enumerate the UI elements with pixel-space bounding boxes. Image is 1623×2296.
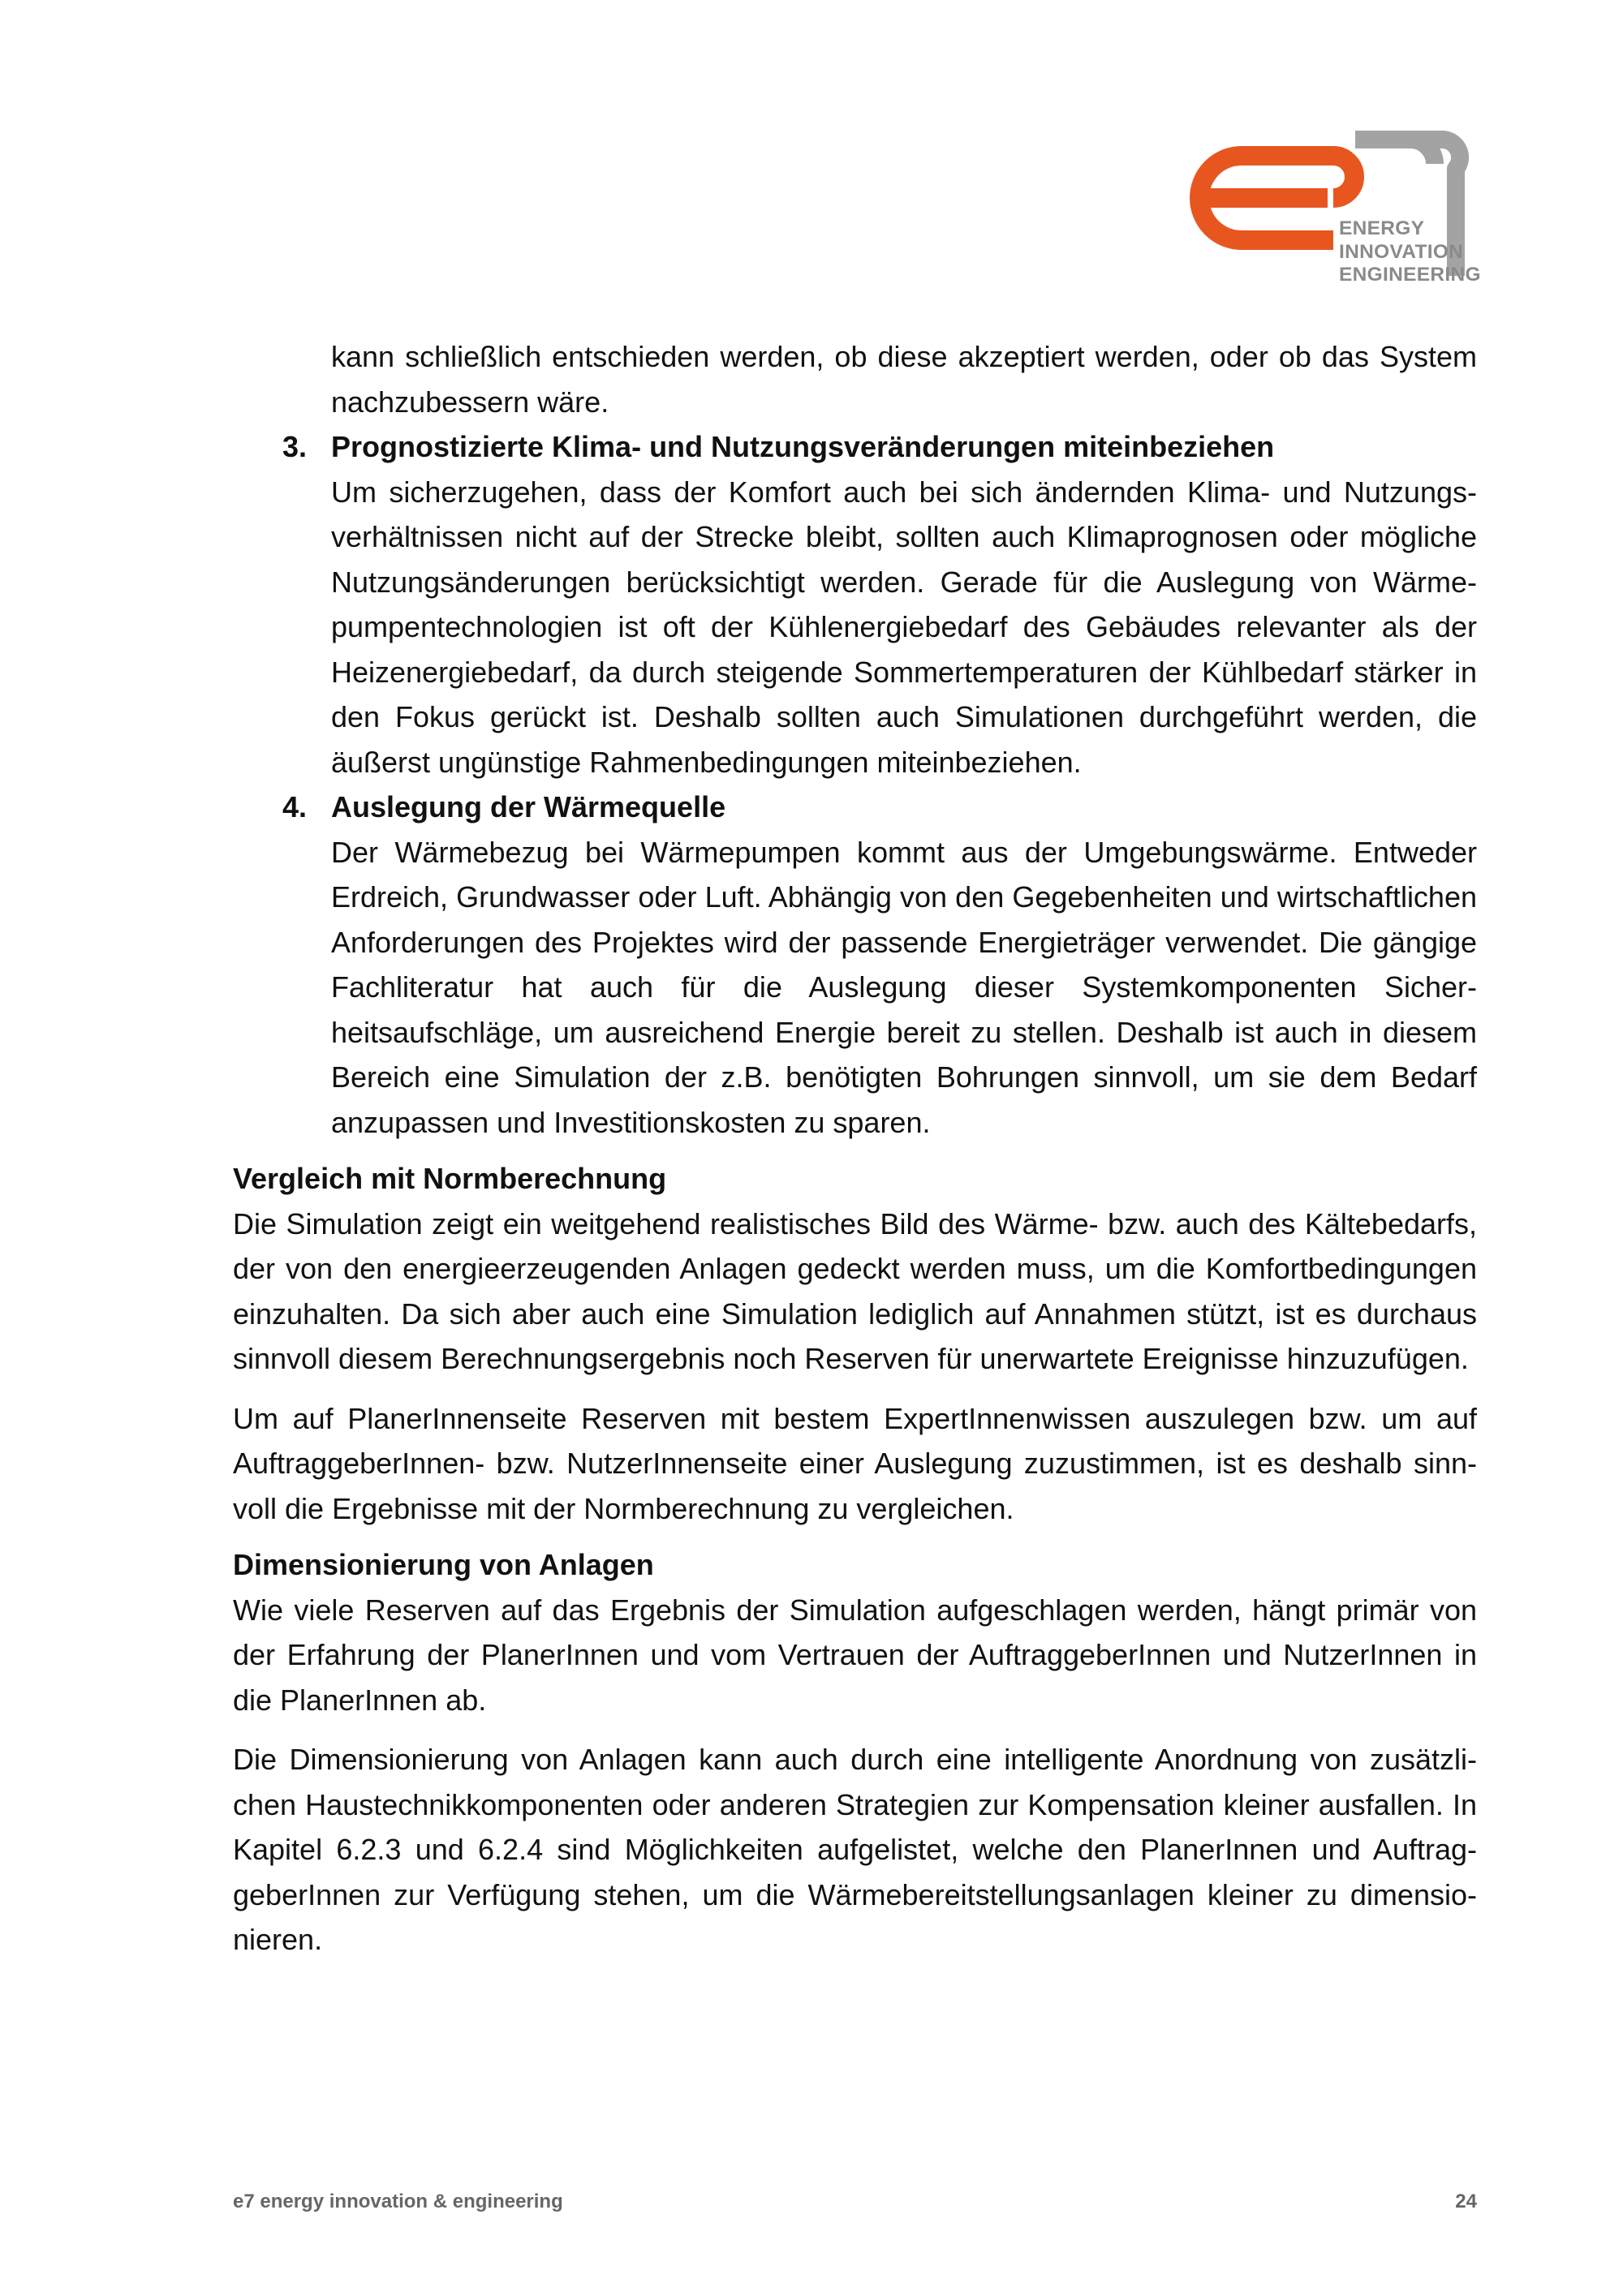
page-number: 24: [1455, 2191, 1477, 2212]
intro-continuation: kann schließlich entschieden werden, ob diese akzeptiert werden, oder ob das System nachzubessern wäre.: [331, 340, 1477, 419]
list-item-number: 3.: [282, 430, 308, 463]
logo-line-engineering: ENGINEERING: [1339, 264, 1481, 286]
section-paragraph: Um auf PlanerInnenseite Reserven mit bestem ExpertInnenwissen auszulegen bzw. um auf AuftraggeberInnen- bzw. NutzerInnenseite einer Auslegung zuzustimmen, ist es deshalb sinnvoll die Ergebnisse mit der Normberechnung zu vergleichen.: [233, 1401, 1477, 1525]
list-item-title-text: Auslegung der Wärmequelle: [331, 790, 726, 823]
list-item-text: Der Wärmebezug bei Wärmepumpen kommt aus der Umgebungswärme. Entweder Erdreich, Grundwasser oder Luft. Abhängig von den Gegebenheiten und wirtschaftlichen Anforderungen des Projektes wird der passende Energieträger verwendet. Die gängige Fachliteratur hat auch für die Auslegung dieser Systemkomponenten Sicherheitsaufschläge, um ausreichend Energie bereit zu stellen. Deshalb ist auch in diesem Bereich eine Simulation der z.B. benötigten Bohrungen sinnvoll, um sie dem Bedarf anzupassen und Investitionskosten zu sparen.: [331, 835, 1477, 1139]
section-paragraph: Die Dimensionierung von Anlagen kann auch durch eine intelligente Anordnung von zusätzlichen Haustechnikkomponenten oder anderen Strategien zur Kompensation kleiner ausfallen. In Kapitel 6.2.3 und 6.2.4 sind Möglichkeiten aufgelistet, welche den PlanerInnen und AuftraggeberInnen zur Verfügung stehen, um die Wärmebereitstellungsanlagen kleiner zu dimensionieren.: [233, 1743, 1477, 1956]
section-paragraph: Die Simulation zeigt ein weitgehend realistisches Bild des Wärme- bzw. auch des Kältebedarfs, der von den energieerzeugenden Anlagen gedeckt werden muss, um die Komfortbedingungen einzuhalten. Da sich aber auch eine Simulation lediglich auf Annahmen stützt, ist es durchaus sinnvoll diesem Berechnungsergebnis noch Reserven für unerwartete Ereignisse hinzuzufügen.: [233, 1206, 1477, 1375]
list-item-title: [282, 424, 1477, 470]
logo-tagline: [1339, 217, 1481, 287]
list-item-title-text: Prognostizierte Klima- und Nutzungsveränderungen miteinbeziehen: [331, 430, 1275, 463]
logo-line-innovation: INNOVATION: [1339, 240, 1464, 263]
section-heading: Dimensionierung von Anlagen: [233, 1548, 654, 1581]
section-heading: Vergleich mit Normberechnung: [233, 1162, 667, 1195]
footer-company: e7 energy innovation & engineering: [233, 2191, 563, 2212]
document-body: [233, 334, 1477, 1963]
logo-line-energy: ENERGY: [1339, 217, 1425, 239]
list-item: [233, 424, 1477, 785]
section-paragraph: Wie viele Reserven auf das Ergebnis der Simulation aufgeschlagen werden, hängt primär von der Erfahrung der PlanerInnen und vom Vertrauen der AuftraggeberInnen und NutzerInnen in die PlanerInnen ab.: [233, 1593, 1477, 1717]
list-item-title: [282, 785, 1477, 830]
list-item-number: 4.: [282, 790, 308, 823]
list-item: [233, 785, 1477, 1145]
list-item-text: Um sicherzugehen, dass der Komfort auch bei sich ändernden Klima- und Nutzungsverhältnissen nicht auf der Strecke bleibt, sollten auch Klimaprognosen oder mögliche Nutzungsänderungen berücksichtigt werden. Gerade für die Auslegung von Wärmepumpentechnologien ist oft der Kühlenergiebedarf des Gebäudes relevanter als der Heizenergiebedarf, da durch steigende Sommertemperaturen der Kühlbedarf stärker in den Fokus gerückt ist. Deshalb sollten auch Simulationen durchgeführt werden, die äußerst ungünstige Rahmenbedingungen miteinbeziehen.: [331, 475, 1477, 779]
company-logo: [1167, 130, 1481, 288]
